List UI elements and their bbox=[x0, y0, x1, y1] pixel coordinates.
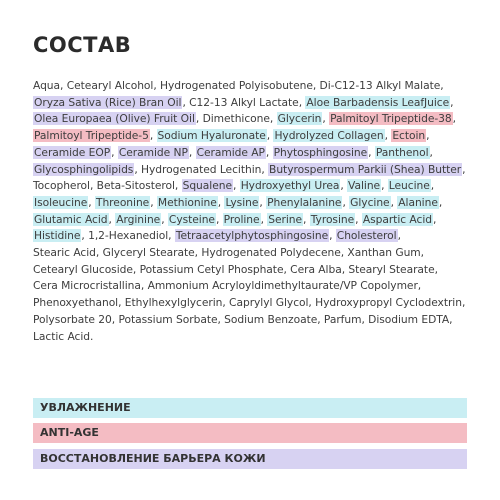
ingredient-moisturizing: Cysteine bbox=[168, 212, 215, 226]
ingredient-line bbox=[33, 95, 473, 112]
ingredient-moisturizing: Glutamic Acid bbox=[34, 212, 108, 226]
ingredient-barrier: Butyrospermum Parkii (Shea) Butter bbox=[269, 162, 462, 176]
ingredient-line bbox=[33, 228, 473, 245]
ingredient-text: , bbox=[355, 212, 362, 226]
ingredient-text: , bbox=[342, 195, 350, 209]
ingredient-anti-age: Palmitoyl Tripeptide-5 bbox=[34, 129, 149, 143]
ingredient-text: , bbox=[108, 212, 116, 226]
ingredient-moisturizing: Panthenol bbox=[375, 145, 429, 159]
ingredient-moisturizing: Hydroxyethyl Urea bbox=[240, 179, 340, 193]
ingredient-text: Phenoxyethanol, Ethylhexylglycerin, Caprylyl Glycol, Hydroxypropyl Cyclodextrin, bbox=[33, 296, 466, 310]
ingredient-moisturizing: Phenylalanine bbox=[267, 195, 342, 209]
ingredient-barrier: Glycosphingolipids bbox=[34, 162, 134, 176]
ingredient-moisturizing: Glycerin bbox=[277, 112, 322, 126]
ingredient-line bbox=[33, 262, 473, 279]
ingredient-barrier: Olea Europaea (Olive) Fruit Oil bbox=[34, 112, 195, 126]
ingredient-anti-age: Ectoin bbox=[392, 129, 426, 143]
ingredient-text: , bbox=[429, 145, 433, 159]
ingredient-text: , bbox=[266, 129, 274, 143]
ingredient-text: Tocopherol, Beta-Sitosterol, bbox=[33, 179, 182, 193]
ingredient-text: , bbox=[390, 195, 398, 209]
ingredient-line bbox=[33, 212, 473, 229]
ingredient-barrier: Ceramide AP bbox=[196, 145, 265, 159]
ingredient-barrier: Ceramide EOP bbox=[34, 145, 111, 159]
ingredient-text: , Dimethicone, bbox=[195, 112, 277, 126]
ingredient-anti-age: Palmitoyl Tripeptide-38 bbox=[330, 112, 452, 126]
page-title: СОСТАВ bbox=[33, 33, 132, 57]
ingredient-text: , bbox=[232, 179, 240, 193]
ingredient-line bbox=[33, 111, 473, 128]
ingredient-text: , bbox=[450, 95, 454, 109]
ingredient-text: , C12-13 Alkyl Lactate, bbox=[182, 95, 306, 109]
ingredient-text: , bbox=[149, 129, 157, 143]
ingredient-text: , bbox=[215, 212, 223, 226]
ingredient-barrier: Squalene bbox=[182, 179, 232, 193]
ingredient-barrier: Tetraacetylphytosphingosine bbox=[175, 229, 329, 243]
ingredient-text: Aqua, Cetearyl Alcohol, Hydrogenated Polyisobutene, Di-C12-13 Alkyl Malate, bbox=[33, 79, 444, 92]
ingredient-line bbox=[33, 145, 473, 162]
ingredient-text: , bbox=[88, 195, 95, 209]
ingredient-text: , bbox=[161, 212, 168, 226]
ingredient-text: , bbox=[340, 179, 348, 193]
ingredient-text: , bbox=[438, 195, 443, 209]
ingredient-moisturizing: Aspartic Acid bbox=[362, 212, 432, 226]
ingredient-text: , bbox=[322, 112, 330, 126]
ingredient-text: Polysorbate 20, Potassium Sorbate, Sodium Benzoate, Parfum, Disodium EDTA, bbox=[33, 312, 453, 326]
ingredient-moisturizing: Isoleucine bbox=[34, 195, 88, 209]
ingredient-text: , bbox=[381, 179, 388, 193]
ingredient-text: Stearic Acid, Glyceryl Stearate, Hydrogenated Polydecene, Xanthan Gum, bbox=[33, 246, 425, 260]
ingredient-moisturizing: Lysine bbox=[225, 195, 259, 209]
ingredients-list bbox=[33, 78, 473, 345]
ingredient-text: , bbox=[432, 212, 437, 226]
ingredient-line bbox=[33, 278, 473, 295]
ingredient-barrier: Ceramide NP bbox=[118, 145, 188, 159]
ingredient-text: , bbox=[111, 145, 118, 159]
legend-anti-age: ANTI-AGE bbox=[33, 423, 467, 443]
ingredient-moisturizing: Valine bbox=[348, 179, 381, 193]
ingredient-text: , bbox=[188, 145, 196, 159]
ingredient-text: , bbox=[452, 112, 457, 126]
ingredient-text: , bbox=[430, 179, 435, 193]
ingredient-moisturizing: Leucine bbox=[388, 179, 430, 193]
ingredient-barrier: Oryza Sativa (Rice) Bran Oil bbox=[34, 95, 182, 109]
ingredient-text: , bbox=[217, 195, 225, 209]
ingredient-text: , bbox=[260, 212, 268, 226]
ingredient-moisturizing: Threonine bbox=[95, 195, 150, 209]
ingredient-text: , 1,2-Hexanediol, bbox=[81, 229, 175, 243]
ingredient-line bbox=[33, 312, 473, 329]
ingredient-moisturizing: Tyrosine bbox=[310, 212, 355, 226]
ingredient-text: , bbox=[303, 212, 310, 226]
ingredient-text: Cera Microcristallina, Ammonium Acryloyldimethyltaurate/VP Copolymer, bbox=[33, 279, 422, 293]
legend-barrier-repair: ВОССТАНОВЛЕНИЕ БАРЬЕРА КОЖИ bbox=[33, 449, 467, 469]
ingredient-line bbox=[33, 128, 473, 145]
ingredient-text: , bbox=[329, 229, 336, 243]
ingredient-line bbox=[33, 245, 473, 262]
ingredient-text: , Hydrogenated Lecithin, bbox=[134, 162, 269, 176]
ingredient-text: , bbox=[462, 162, 466, 176]
ingredient-moisturizing: Alanine bbox=[398, 195, 438, 209]
ingredient-text: , bbox=[426, 129, 430, 143]
ingredient-barrier: Phytosphingosine bbox=[273, 145, 368, 159]
ingredient-moisturizing: Aloe Barbadensis LeafJuice bbox=[306, 95, 450, 109]
ingredient-moisturizing: Methionine bbox=[157, 195, 217, 209]
ingredient-moisturizing: Sodium Hyaluronate bbox=[157, 129, 266, 143]
ingredient-moisturizing: Glycine bbox=[350, 195, 390, 209]
ingredient-text: , bbox=[265, 145, 273, 159]
ingredient-line bbox=[33, 195, 473, 212]
ingredient-text: , bbox=[384, 129, 392, 143]
legend-moisturizing: УВЛАЖНЕНИЕ bbox=[33, 398, 467, 418]
ingredient-text: Cetearyl Glucoside, Potassium Cetyl Phosphate, Cera Alba, Stearyl Stearate, bbox=[33, 262, 438, 276]
ingredient-text: , bbox=[150, 195, 157, 209]
ingredient-line bbox=[33, 178, 473, 195]
ingredient-line bbox=[33, 329, 473, 346]
ingredient-moisturizing: Histidine bbox=[34, 229, 81, 243]
ingredient-line bbox=[33, 78, 473, 95]
ingredient-text: , bbox=[259, 195, 267, 209]
ingredient-text: , bbox=[397, 229, 401, 243]
ingredient-text: , bbox=[368, 145, 375, 159]
ingredient-moisturizing: Proline bbox=[223, 212, 260, 226]
ingredient-barrier: Cholesterol bbox=[336, 229, 397, 243]
ingredient-line bbox=[33, 295, 473, 312]
ingredient-moisturizing: Arginine bbox=[116, 212, 161, 226]
ingredient-moisturizing: Hydrolyzed Collagen bbox=[274, 129, 384, 143]
ingredient-text: Lactic Acid. bbox=[33, 329, 94, 343]
ingredient-moisturizing: Serine bbox=[268, 212, 303, 226]
ingredient-line bbox=[33, 162, 473, 179]
